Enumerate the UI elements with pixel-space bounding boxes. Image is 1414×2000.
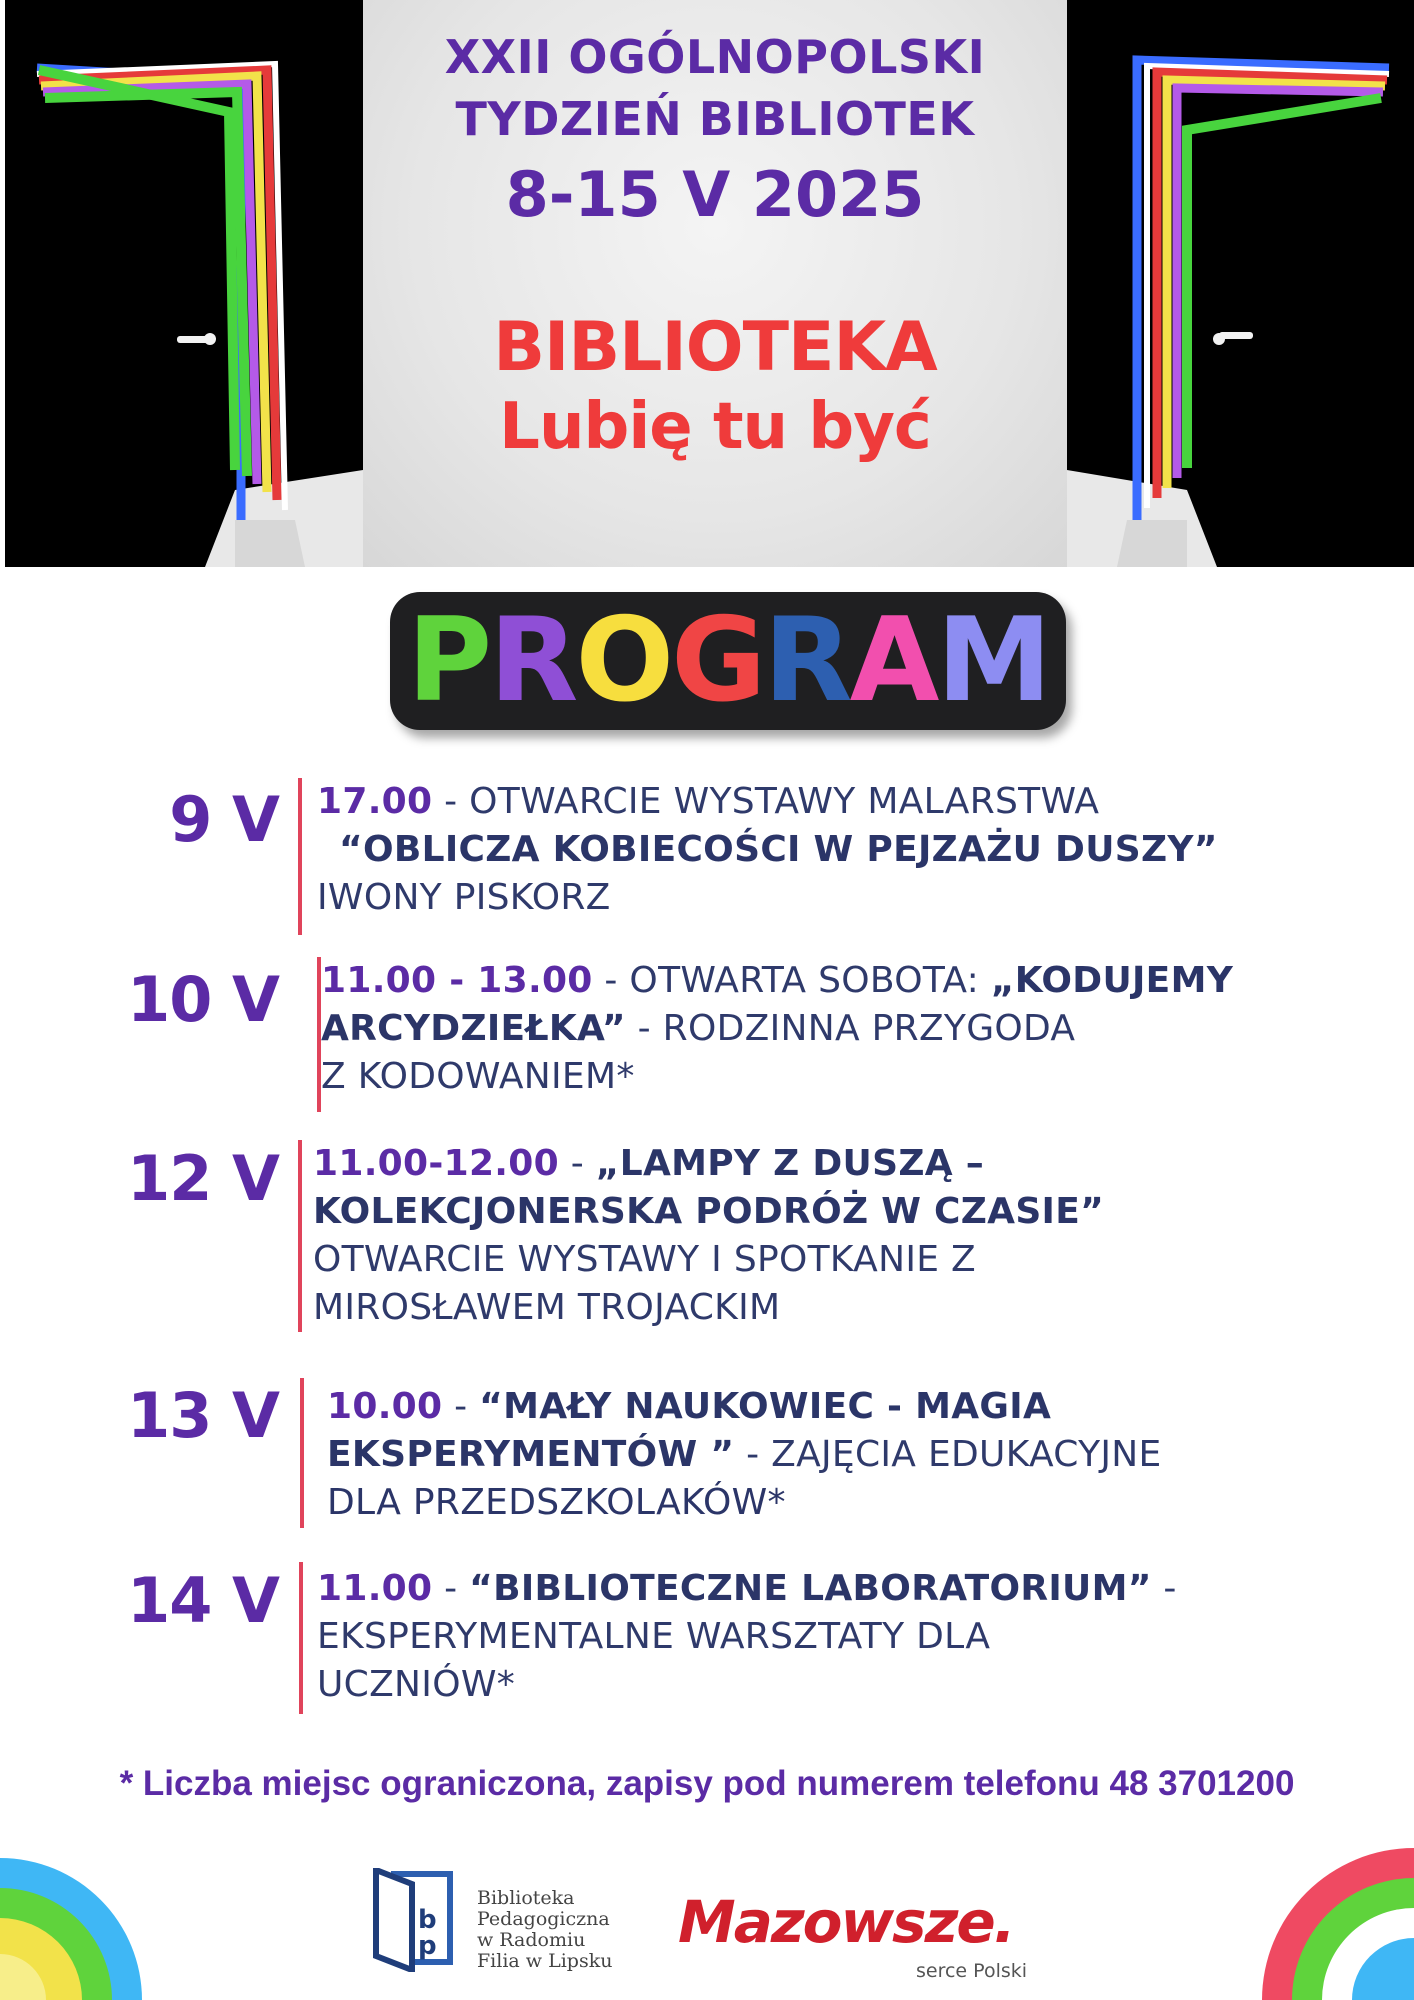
event-title-bold: EKSPERYMENTÓW ” bbox=[327, 1434, 735, 1475]
library-book-logo-icon bbox=[372, 1868, 468, 1972]
event-description bbox=[321, 957, 1233, 1101]
event-detail: IWONY PISKORZ bbox=[317, 877, 611, 918]
program-heading bbox=[407, 593, 1049, 728]
svg-text:b: b bbox=[418, 1905, 437, 1935]
divider-bar bbox=[298, 778, 302, 935]
event-description bbox=[317, 1565, 1177, 1709]
event-title-bold: “OBLICZA KOBIECOŚCI W PEJZAŻU DUSZY” bbox=[339, 829, 1218, 870]
library-logo-line: Pedagogiczna bbox=[477, 1908, 610, 1930]
program-letter: G bbox=[671, 593, 764, 728]
event-description bbox=[327, 1383, 1162, 1527]
program-heading-badge bbox=[390, 592, 1066, 730]
event-time: 10.00 bbox=[327, 1386, 443, 1427]
program-letter: A bbox=[849, 593, 937, 728]
event-title-line2: TYDZIEŃ BIBLIOTEK bbox=[455, 92, 975, 146]
event-dates: 8-15 V 2025 bbox=[505, 158, 925, 231]
day-label: 9 V bbox=[169, 783, 279, 856]
rainbow-corner-left-decoration bbox=[0, 1845, 145, 2000]
event-time: 11.00 bbox=[317, 1568, 433, 1609]
event-detail: UCZNIÓW* bbox=[317, 1664, 516, 1705]
event-detail: DLA PRZEDSZKOLAKÓW* bbox=[327, 1482, 786, 1523]
event-title: - bbox=[442, 1386, 480, 1427]
mazowsze-tagline: serce Polski bbox=[916, 1960, 1028, 1982]
schedule-item-9-may bbox=[0, 778, 1414, 938]
registration-note: * Liczba miejsc ograniczona, zapisy pod numerem telefonu 48 3701200 bbox=[119, 1764, 1295, 1803]
event-detail: - ZAJĘCIA EDUKACYJNE bbox=[734, 1434, 1162, 1475]
rainbow-corner-right-decoration bbox=[1259, 1845, 1414, 2000]
divider-bar bbox=[298, 1140, 302, 1332]
divider-bar bbox=[300, 1378, 304, 1528]
program-letter: R bbox=[763, 593, 850, 728]
divider-bar bbox=[299, 1562, 303, 1714]
program-letter: M bbox=[936, 593, 1049, 728]
event-title: - OTWARTA SOBOTA: bbox=[592, 960, 991, 1001]
schedule-item-14-may bbox=[0, 1562, 1414, 1722]
library-logo-line: w Radomiu bbox=[477, 1929, 586, 1951]
schedule-item-12-may bbox=[0, 1140, 1414, 1340]
event-title-bold: “BIBLIOTECZNE LABORATORIUM” bbox=[469, 1568, 1152, 1609]
day-label: 14 V bbox=[127, 1564, 279, 1637]
program-letter: R bbox=[489, 593, 576, 728]
event-detail: Z KODOWANIEM* bbox=[321, 1056, 635, 1097]
event-title-bold: ARCYDZIEŁKA” bbox=[321, 1008, 626, 1049]
slogan-line2: Lubię tu być bbox=[499, 390, 931, 464]
event-description bbox=[313, 1140, 1104, 1332]
slogan-line1: BIBLIOTEKA bbox=[493, 308, 937, 387]
event-time: 11.00 - 13.00 bbox=[321, 960, 593, 1001]
event-title-line1: XXII OGÓLNOPOLSKI bbox=[444, 30, 986, 84]
event-title: - bbox=[1151, 1568, 1177, 1609]
event-title: - OTWARCIE WYSTAWY MALARSTWA bbox=[432, 781, 1100, 822]
event-time: 17.00 bbox=[317, 781, 433, 822]
event-detail: MIROSŁAWEM TROJACKIM bbox=[313, 1287, 781, 1328]
library-logo-line: Filia w Lipsku bbox=[477, 1950, 613, 1972]
schedule-item-10-may bbox=[0, 957, 1414, 1117]
event-description bbox=[317, 778, 1218, 922]
event-detail: OTWARCIE WYSTAWY I SPOTKANIE Z bbox=[313, 1239, 977, 1280]
svg-text:p: p bbox=[418, 1931, 437, 1961]
event-title-bold: „KODUJEMY bbox=[990, 960, 1234, 1001]
event-detail: - RODZINNA PRZYGODA bbox=[625, 1008, 1076, 1049]
program-letter: O bbox=[575, 593, 672, 728]
event-title: - bbox=[432, 1568, 470, 1609]
program-letter: P bbox=[407, 593, 490, 728]
event-time: 11.00-12.00 bbox=[313, 1143, 559, 1184]
day-label: 12 V bbox=[127, 1142, 279, 1215]
mazowsze-logo: Mazowsze. bbox=[678, 1888, 1014, 1956]
event-title-panel bbox=[363, 0, 1067, 567]
left-door-illustration bbox=[5, 0, 363, 567]
event-detail: EKSPERYMENTALNE WARSZTATY DLA bbox=[317, 1616, 991, 1657]
open-door-right-image bbox=[1067, 0, 1414, 567]
event-title-bold: „LAMPY Z DUSZĄ – bbox=[595, 1143, 985, 1184]
right-door-illustration bbox=[1067, 0, 1414, 567]
day-label: 13 V bbox=[127, 1379, 279, 1452]
event-title-bold: KOLEKCJONERSKA PODRÓŻ W CZASIE” bbox=[313, 1191, 1105, 1232]
day-label: 10 V bbox=[127, 963, 279, 1036]
event-title: - bbox=[558, 1143, 596, 1184]
library-logo-line: Biblioteka bbox=[477, 1887, 575, 1909]
schedule-item-13-may bbox=[0, 1378, 1414, 1538]
event-title-bold: “MAŁY NAUKOWIEC - MAGIA bbox=[479, 1386, 1052, 1427]
open-door-left-image bbox=[5, 0, 363, 567]
library-logo-text bbox=[477, 1888, 612, 1972]
